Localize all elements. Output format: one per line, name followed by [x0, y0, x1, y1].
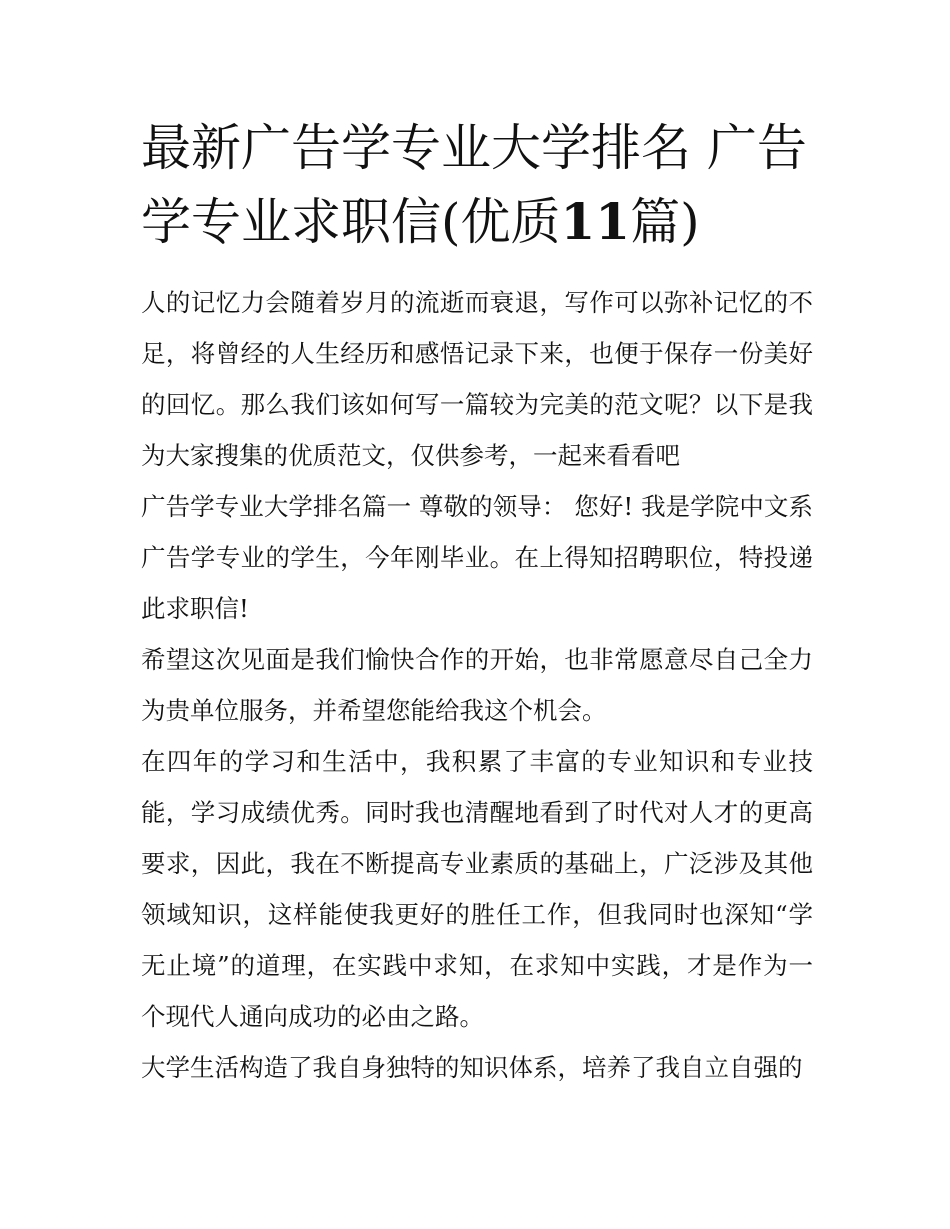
title-text-part2: 篇) [630, 193, 700, 251]
paragraph-hope: 希望这次见面是我们愉快合作的开始，也非常愿意尽自己全力为贵单位服务，并希望您能给我这个机会。 [141, 645, 813, 725]
paragraph-greeting: 广告学专业大学排名篇一 尊敬的领导： 您好! 我是学院中文系广告学专业的学生，今年刚毕业。在上得知招聘职位，特投递此求职信! [141, 492, 813, 623]
paragraph-university-life: 大学生活构造了我自身独特的知识体系，培养了我自立自强的 [141, 1053, 803, 1082]
document-content [141, 112, 813, 1093]
title-number: 11 [560, 192, 631, 251]
document-title [141, 112, 813, 259]
document-body [141, 277, 813, 1093]
paragraph-intro: 人的记忆力会随着岁月的流逝而衰退，写作可以弥补记忆的不足，将曾经的人生经历和感悟记录下来，也便于保存一份美好的回忆。那么我们该如何写一篇较为完美的范文呢？以下是我为大家搜集的优质范文，仅供参考，一起来看看吧 [141, 288, 813, 470]
paragraph-study: 在四年的学习和生活中，我积累了丰富的专业知识和专业技能，学习成绩优秀。同时我也清醒地看到了时代对人才的更高要求，因此，我在不断提高专业素质的基础上，广泛涉及其他领域知识，这样能使我更好的胜任工作，但我同时也深知“学无止境”的道理，在实践中求知，在求知中实践，才是作为一个现代人通向成功的必由之路。 [141, 747, 813, 1031]
title-text-part1: 最新广告学专业大学排名 广告学专业求职信(优质 [141, 119, 807, 251]
